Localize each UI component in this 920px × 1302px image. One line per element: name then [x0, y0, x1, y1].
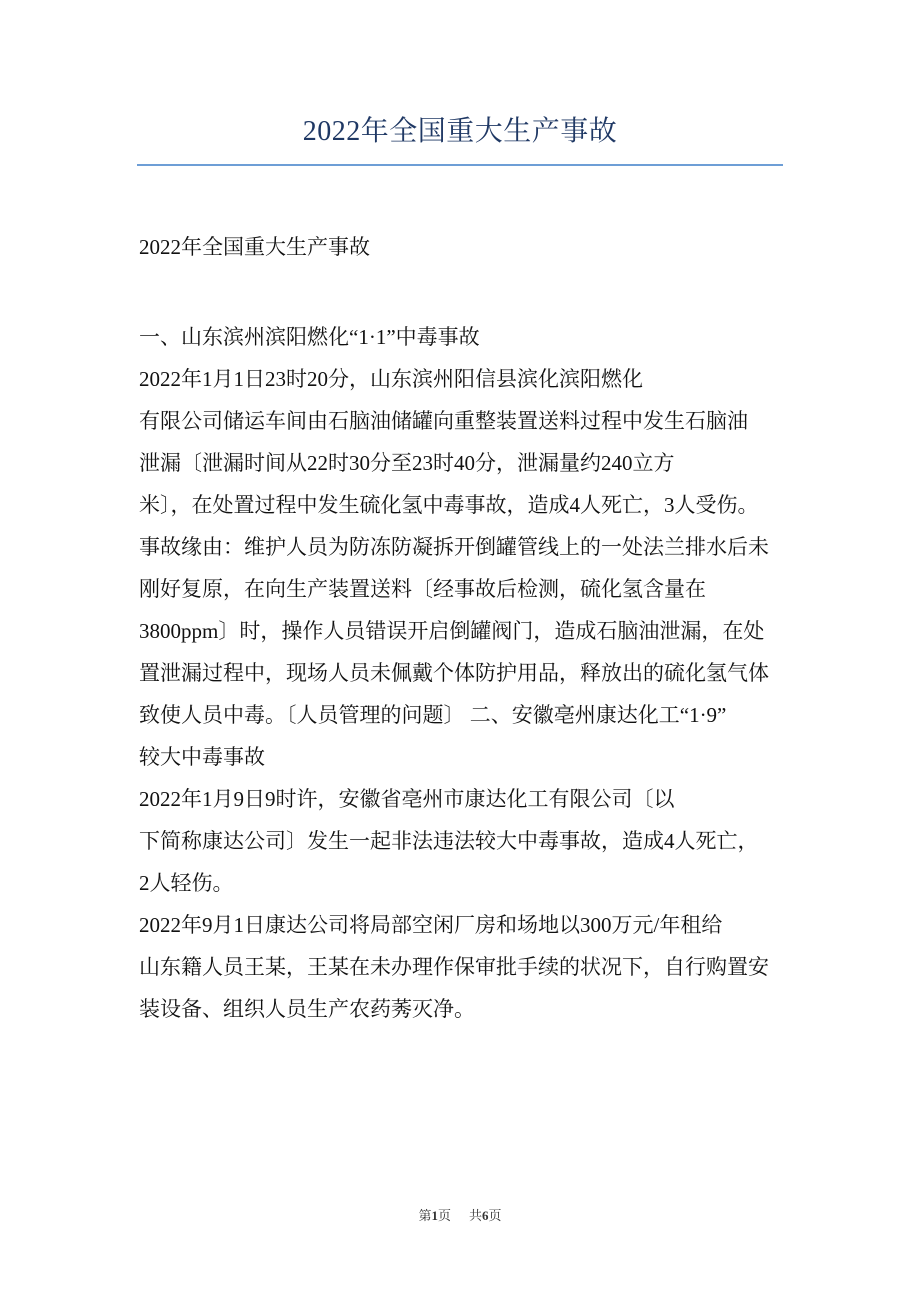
paragraph-line: 装设备、组织人员生产农药莠灭净。	[139, 997, 475, 1021]
paragraph-line: 2022年1月1日23时20分，山东滨州阳信县滨化滨阳燃化	[139, 367, 643, 391]
paragraph-line: 山东籍人员王某，王某在未办理作保审批手续的状况下，自行购置安	[139, 955, 769, 979]
paragraph-line: 2022年1月9日9时许，安徽省亳州市康达化工有限公司〔以	[139, 787, 675, 811]
paragraph-line: 下简称康达公司〕发生一起非法违法较大中毒事故，造成4人死亡，	[139, 829, 759, 853]
paragraph-line: 2人轻伤。	[139, 871, 234, 895]
paragraph-line: 泄漏〔泄漏时间从22时30分至23时40分，泄漏量约240立方	[139, 451, 675, 475]
current-page-number: 1	[431, 1208, 438, 1223]
paragraph-line: 致使人员中毒。〔人员管理的问题〕 二、安徽亳州康达化工“1·9”	[139, 703, 727, 727]
title-underline-divider	[137, 164, 783, 166]
section-heading-2: 较大中毒事故	[139, 745, 265, 769]
body-heading: 2022年全国重大生产事故	[139, 235, 370, 259]
paragraph-line: 刚好复原，在向生产装置送料〔经事故后检测，硫化氢含量在	[139, 577, 706, 601]
page-suffix: 页	[437, 1208, 451, 1223]
paragraph-line: 事故缘由：维护人员为防冻防凝拆开倒罐管线上的一处法兰排水后未	[139, 535, 769, 559]
paragraph-line: 3800ppm〕时，操作人员错误开启倒罐阀门，造成石脑油泄漏，在处	[139, 619, 765, 643]
paragraph-line: 2022年9月1日康达公司将局部空闲厂房和场地以300万元/年租给	[139, 913, 723, 937]
paragraph-line: 有限公司储运车间由石脑油储罐向重整装置送料过程中发生石脑油	[139, 409, 748, 433]
total-prefix: 共	[469, 1208, 483, 1223]
total-suffix: 页	[488, 1208, 502, 1223]
page-prefix: 第	[418, 1208, 432, 1223]
paragraph-line: 置泄漏过程中，现场人员未佩戴个体防护用品，释放出的硫化氢气体	[139, 661, 769, 685]
section-heading-1: 一、山东滨州滨阳燃化“1·1”中毒事故	[139, 325, 480, 349]
total-pages-number: 6	[482, 1208, 489, 1223]
paragraph-line: 米〕，在处置过程中发生硫化氢中毒事故，造成4人死亡，3人受伤。	[139, 493, 759, 517]
document-title: 2022年全国重大生产事故	[302, 116, 618, 147]
page-footer	[0, 1205, 920, 1224]
document-body	[139, 226, 787, 1030]
